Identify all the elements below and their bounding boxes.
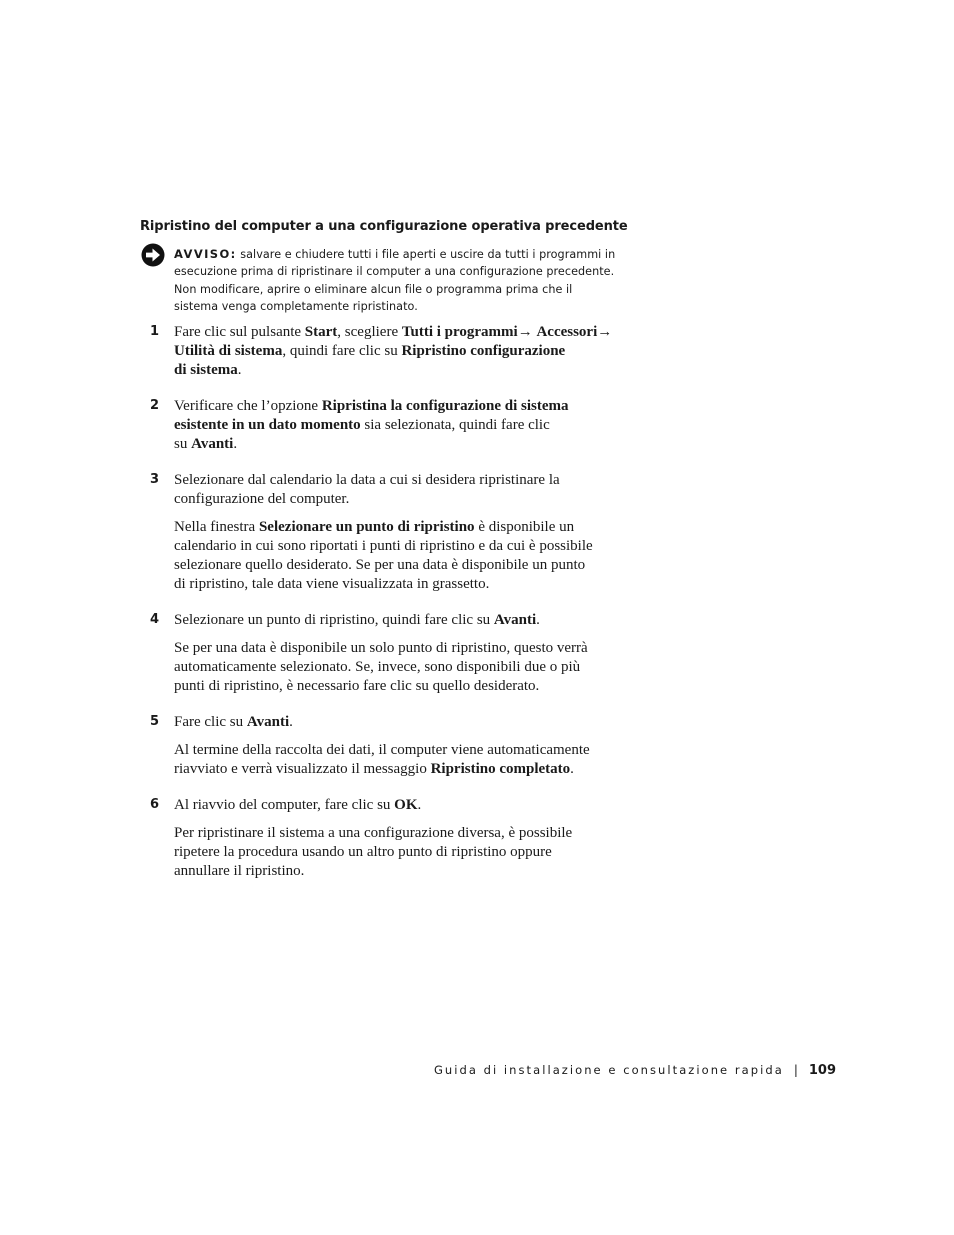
step-4 — [150, 611, 640, 696]
notice-text: salvare e chiudere tutti i file aperti e uscire da tutti i programmi in — [240, 248, 616, 261]
step-note — [174, 824, 634, 881]
text-run: è disponibile un — [474, 519, 575, 535]
step-note — [174, 741, 634, 779]
step-1 — [150, 323, 640, 380]
page-footer — [434, 1063, 836, 1078]
text-run: riavviato e verrà visualizzato il messaggio — [174, 761, 431, 777]
step-note — [174, 639, 634, 696]
section-title: Ripristino del computer a una configurazione operativa precedente — [140, 219, 628, 234]
text-run: ripetere la procedura usando un altro punto di ripristino oppure — [174, 844, 552, 860]
ui-term: esistente in un dato momento — [174, 417, 361, 433]
step-text — [174, 611, 634, 630]
text-run: , scegliere — [337, 324, 402, 340]
text-run: Se per una data è disponibile un solo punto di ripristino, questo verrà — [174, 640, 588, 656]
ui-term: Accessori — [536, 324, 598, 340]
text-run: su — [174, 436, 192, 452]
text-run: . — [237, 362, 242, 378]
text-run: punti di ripristino, è necessario fare clic su quello desiderato. — [174, 678, 540, 694]
ui-term: Avanti — [493, 612, 537, 628]
footer-title: Guida di installazione e consultazione rapida — [433, 1063, 784, 1077]
step-5 — [150, 713, 640, 779]
step-text — [174, 796, 634, 815]
text-run: Per ripristinare il sistema a una configurazione diversa, è possibile — [174, 825, 573, 841]
ui-term: di sistema — [174, 362, 238, 378]
page-number: 109 — [808, 1063, 836, 1078]
text-run: sia selezionata, quindi fare clic — [360, 417, 550, 433]
ui-term: Avanti — [246, 714, 290, 730]
text-run: Al riavvio del computer, fare clic su — [174, 797, 395, 813]
ui-term: Start — [304, 324, 338, 340]
notice-arrow-icon — [141, 243, 165, 267]
ui-term: Ripristino configurazione — [401, 343, 566, 359]
text-run: Verificare che l’opzione — [174, 398, 322, 414]
text-run: . — [417, 797, 422, 813]
step-number: 6 — [150, 797, 160, 812]
text-run: automaticamente selezionato. Se, invece, sono disponibili due o più — [174, 659, 581, 675]
text-run: Fare clic su — [174, 714, 247, 730]
step-text — [174, 713, 634, 732]
ui-term: Avanti — [191, 436, 234, 452]
ui-term: Ripristino completato — [430, 761, 571, 777]
ui-term: Ripristina la configurazione di sistema — [321, 398, 569, 414]
step-note — [174, 518, 634, 594]
text-run: . — [536, 612, 540, 628]
text-run: Selezionare un punto di ripristino, quindi fare clic su — [174, 612, 494, 628]
step-text — [174, 471, 634, 509]
arrow: → — [597, 324, 613, 340]
text-run: selezionare quello desiderato. Se per una data è disponibile un punto — [174, 557, 586, 573]
text-run: . — [289, 714, 293, 730]
step-number: 2 — [150, 398, 160, 413]
text-run: configurazione del computer. — [174, 491, 350, 507]
notice-block — [174, 246, 634, 315]
arrow: → — [517, 324, 537, 340]
step-text — [174, 323, 634, 380]
text-run: Fare clic sul pulsante — [174, 324, 305, 340]
step-number: 3 — [150, 472, 160, 487]
text-run: , quindi fare clic su — [282, 343, 402, 359]
step-6 — [150, 796, 640, 881]
text-run: calendario in cui sono riportati i punti di ripristino e da cui è possibile — [174, 538, 593, 554]
text-run: Selezionare dal calendario la data a cui si desidera ripristinare la — [174, 472, 560, 488]
notice-text: Non modificare, aprire o eliminare alcun file o programma prima che il — [174, 282, 573, 296]
step-text — [174, 397, 634, 454]
steps-list — [150, 323, 640, 890]
notice-text: esecuzione prima di ripristinare il computer a una configurazione precedente. — [174, 265, 615, 279]
ui-term: Selezionare un punto di ripristino — [258, 519, 475, 535]
text-run: . — [570, 761, 574, 777]
ui-term: Tutti i programmi — [401, 324, 518, 340]
text-run: Al termine della raccolta dei dati, il computer viene automaticamente — [174, 742, 590, 758]
step-2 — [150, 397, 640, 454]
step-number: 5 — [150, 714, 160, 729]
text-run: annullare il ripristino. — [174, 863, 305, 879]
text-run: Nella finestra — [174, 519, 259, 535]
text-run: di ripristino, tale data viene visualizzata in grassetto. — [174, 576, 490, 592]
step-number: 4 — [150, 612, 160, 627]
text-run: . — [233, 436, 238, 452]
step-number: 1 — [150, 324, 160, 339]
step-3 — [150, 471, 640, 594]
notice-text: sistema venga completamente ripristinato. — [174, 299, 418, 313]
ui-term: OK — [394, 797, 418, 813]
notice-label: AVVISO: — [174, 247, 237, 261]
ui-term: Utilità di sistema — [174, 343, 283, 359]
footer-separator: | — [793, 1063, 798, 1077]
